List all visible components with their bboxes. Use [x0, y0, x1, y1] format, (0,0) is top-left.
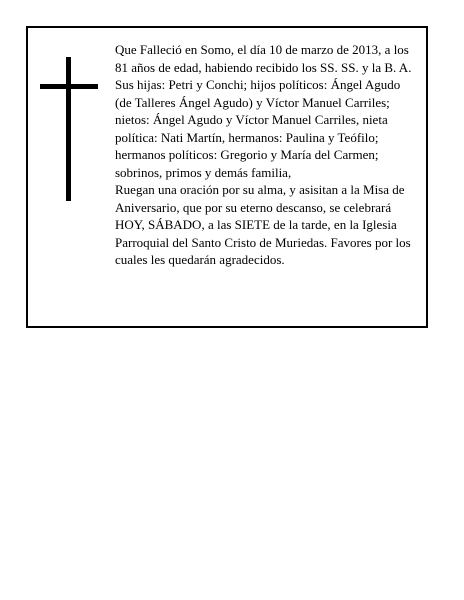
cross-horizontal-bar	[40, 84, 98, 89]
notice-text	[115, 41, 419, 269]
cross-icon	[28, 28, 108, 228]
obituary-notice	[26, 26, 428, 328]
cross-vertical-bar	[66, 57, 71, 201]
mass-invitation-paragraph: Ruegan una oración por su alma, y asisitan a la Misa de Aniversario, que por su eterno descanso, se celebrará HOY, SÁBADO, a las SIETE de la tarde, en la Iglesia Parroquial del Santo Cristo de Muriedas. Favores por los cuales les quedarán agradecidos.	[115, 182, 411, 267]
death-announcement-paragraph: Que Falleció en Somo, el día 10 de marzo de 2013, a los 81 años de edad, habiendo recibido los SS. SS. y la B. A.	[115, 42, 412, 75]
family-list-paragraph: Sus hijas: Petri y Conchi; hijos políticos: Ángel Agudo (de Talleres Ángel Agudo) y Víctor Manuel Carriles; nietos: Ángel Agudo y Víctor Manuel Carriles, nieta política: Nati Martín, hermanos: Paulina y Teófilo; hermanos políticos: Gregorio y María del Carmen; sobrinos, primos y demás familia,	[115, 77, 401, 180]
